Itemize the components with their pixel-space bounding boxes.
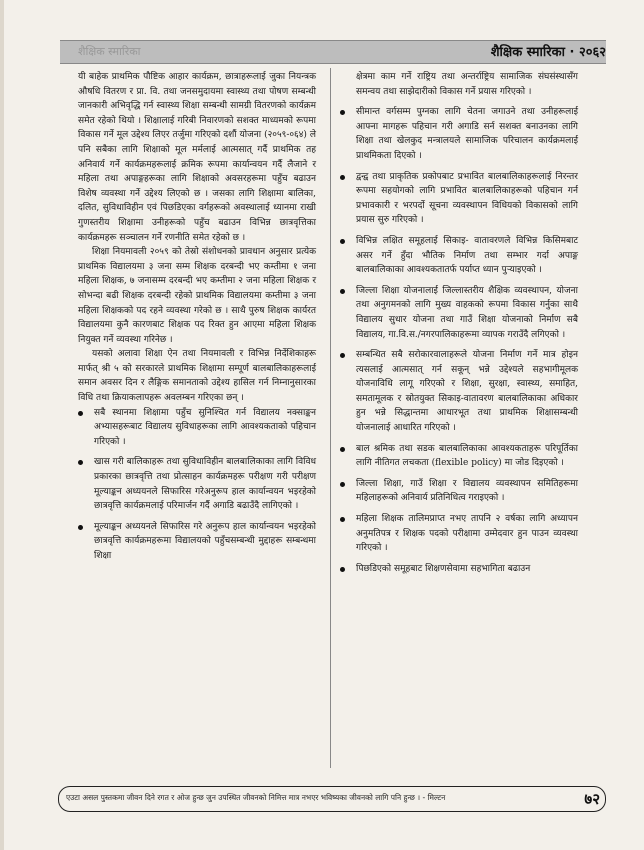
list-item [340,477,578,506]
list-item-text: विभिन्न लक्षित समूहलाई सिकाइ- वातावरणले विभिन्न किसिमबाट असर गर्ने हुँदा भौतिक निर्माण तथा सम्भार गर्दा अपाङ्ग बालबालिकाका आवश्यकतातर्फ पर्याप्त ध्यान पुऱ्याइएको । [356,235,578,276]
list-item [340,562,578,577]
list-item [340,512,578,556]
bullet-icon [340,175,345,180]
bullet-icon [78,411,83,416]
list-item [78,455,316,513]
list-item [340,105,578,163]
list-item [340,170,578,228]
paragraph: यसको अलावा शिक्षा ऐन तथा नियमावली र विभिन्न निर्देशिकाहरू मार्फत् श्री ५ को सरकारले प्राथमिक शिक्षामा सम्पूर्ण बालबालिकाहरूलाई समान अवसर दिन र लैङ्गिक समानताको उद्देश्य हासिल गर्न निम्नानुसारका विधि तथा क्रियाकलापहरू अवलम्बन गरिएका छन् । [78,349,316,404]
list-item [340,234,578,278]
list-item [340,442,578,471]
paragraph: यी बाहेक प्राथमिक पौष्टिक आहार कार्यक्रम, छात्राहरूलाई जुका नियन्त्रक औषधि वितरण र प्रा. वि. तथा जनसमुदायमा स्वास्थ्य तथा पोषण सम्बन्धी जानकारी अभिवृद्धि गर्न स्वास्थ्य शिक्षा सम्बन्धी सामग्री वितरणको कार्यक्रम समेत रहेको थियो । शिक्षालाई गरिबी निवारणको सशक्त माध्यमको रूपमा विकास गर्ने मूल उद्देश्य लिएर तर्जुमा गरिएको दशौं योजना (२०५९-०६४) ले पनि सबैका लागि शिक्षाको मूल मर्मलाई आत्मसात् गर्दै प्राथमिक तह अनिवार्य गर्ने कार्यक्रमहरूलाई क्रमिक रूपमा कार्यान्वयन गर्दै लैजाने र महिला तथा अपाङ्गहरूका लागि शिक्षाको अवसरहरूमा पहुँच बढाउन विशेष व्यवस्था गर्ने उद्देश्य लिएको छ । जसका लागि शिक्षामा बालिका, दलित, सुविधाविहीन एवं पिछडिएका वर्गहरूको अवस्थालाई ध्यानमा राखी गुणस्तरीय शिक्षामा उनीहरूको पहुँच बढाउन विभिन्न छात्रवृत्तिका कार्यक्रमहरू सञ्चालन गर्ने रणनीति समेत रहेको छ । [78,72,316,243]
page-fold-shadow [0,0,4,850]
list-item-text: बाल श्रमिक तथा सडक बालबालिकाका आवश्यकताहरू परिपूर्तिका लागि नीतिगत लचकता (flexible policy) मा जोड दिइएको । [356,443,578,469]
list-item-text: सम्बन्धित सबै सरोकारवालाहरूले योजना निर्माण गर्ने मात्र होइन त्यसलाई आत्मसात् गर्न सकून् भन्ने उद्देश्यले सहभागीमूलक योजनाविधि लागू गरिएको र शिक्षा, सुरक्षा, स्वास्थ्य, समाहित, समतामूलक र स्रोतयुक्त सिकाइ-वातावरण बालबालिकाका अधिकार हुन भन्ने सिद्धान्तमा आधारभूत तथा प्राथमिक शिक्षासम्बन्धी योजनालाई आधारित गरिएको । [356,350,578,434]
bullet-icon [78,460,83,465]
bullet-icon [340,110,345,115]
list-item [340,348,578,436]
list-item-text: महिला शिक्षक तालिमप्राप्त नभए तापनि २ वर्षका लागि अध्यापन अनुमतिपत्र र शिक्षक पदको परीक्षामा उम्मेदवार हुन पाउन व्यवस्था गरिएको । [356,514,578,554]
bullet-list [78,406,316,564]
page-number: ७२ [584,790,600,808]
list-item-text: मूल्याङ्कन अध्ययनले सिफारिस गरे अनुरूप हाल कार्यान्वयन भइरहेको छात्रवृत्ति कार्यक्रमहरूमा विद्यालयको पहुँचसम्बन्धी मुद्दाहरू सम्बन्धमा शिक्षा [94,521,316,561]
paragraph: क्षेत्रमा काम गर्ने राष्ट्रिय तथा अन्तर्राष्ट्रिय सामाजिक संघसंस्थासँग समन्वय तथा साझेदारीको विकास गर्ने प्रयास गरिएको । [356,72,578,97]
bullet-icon [340,482,345,487]
bullet-icon [78,525,83,530]
list-item-text: सबै स्थानमा शिक्षामा पहुँच सुनिश्चित गर्न विद्यालय नक्साङ्कन अभ्यासहरूबाट विद्यालय सुविधाहरूका लागि आवश्यकताको पहिचान गरिएको । [94,407,316,447]
bullet-icon [340,447,345,452]
header-faint-text: शैक्षिक स्मारिका [78,45,141,58]
list-item-text: सीमान्त वर्गसम्म पुग्नका लागि चेतना जगाउने तथा उनीहरूलाई आफ्ना मागहरू पहिचान गरी अगाडि सर्न सशक्त बनाउनका लागि शिक्षा तथा खेलकुद मन्त्रालयले सामाजिक परिचालन कार्यक्रमलाई प्राथमिकता दिएको । [356,107,578,161]
list-item-text: जिल्ला शिक्षा, गाउँ शिक्षा र विद्यालय व्यवस्थापन समितिहरूमा महिलाहरूको अनिवार्य प्रतिनिधित्व गराइएको । [356,478,578,504]
list-item-text: पिछडिएको समूहबाट शिक्षणसेवामा सहभागिता बढाउन [356,563,531,574]
right-column [340,70,578,582]
list-item-text: द्वन्द्व तथा प्राकृतिक प्रकोपबाट प्रभावित बालबालिकाहरूलाई निरन्तर रूपमा सहयोगको लागि प्रभावित बालबालिकाहरूको पहिचान गर्न प्रभावकारी र भरपर्दो सूचना व्यवस्थापन विधियको विकासको लागि प्रयास सुरु गरिएको । [356,171,578,226]
column-divider [330,68,331,768]
bullet-icon [340,353,345,358]
list-item-text: खास गरी बालिकाहरू तथा सुविधाविहीन बालबालिकाका लागि विविध प्रकारका छात्रवृत्ति तथा प्रोत्साहन कार्यक्रमहरू परीक्षण गरी परीक्षण मूल्याङ्कन अध्ययनले सिफारिस गरेअनुरूप हाल कार्यान्वयन भइरहेको छात्रवृत्ति कार्यक्रमलाई परिमार्जन गर्दै अगाडि बढाउँदै लागिएको । [94,457,316,512]
list-item-text: जिल्ला शिक्षा योजनालाई जिल्लास्तरीय शैक्षिक व्यवस्थापन, योजना तथा अनुगमनको लागि मुख्य वाहकको रूपमा विकास गर्नुका साथै विद्यालय सुधार योजना तथा गाउँ शिक्षा योजनाको निर्माण सबै विद्यालय, गा.वि.स./नगरपालिकाहरूमा व्यापक गराउँदै लगिएको । [356,285,578,340]
list-item [340,284,578,342]
bullet-icon [340,517,345,522]
paragraph: शिक्षा नियमावली २०५९ को तेस्रो संशोधनको प्रावधान अनुसार प्रत्येक प्राथमिक विद्यालयमा ३ जना सम्म शिक्षक दरबन्दी भए कम्तीमा १ जना महिला शिक्षक, ७ जनासम्म दरबन्दी भए कम्तीमा २ जना महिला शिक्षक र सोभन्दा बढी शिक्षक दरबन्दी रहेको प्राथमिक विद्यालयमा कम्तीमा ३ जना महिला शिक्षकको पद रहने व्यवस्था गरेको छ । साथै पुरुष शिक्षक कार्यरत विद्यालयमा कुनै कारणबाट शिक्षक पद रिक्त हुन आएमा महिला शिक्षक नियुक्त गर्ने व्यवस्था गरिनेछ । [78,247,316,345]
left-column [78,70,316,570]
bullet-icon [340,567,345,572]
bullet-icon [340,289,345,294]
list-item [78,406,316,450]
list-item [78,520,316,564]
bullet-list [340,105,578,576]
footer-quote: एउटा असल पुस्तकमा जीवन दिने रगत र ओज हुन्छ जुन उपस्थित जीवनको निमित्त मात्र नभएर भविष्यका जीवनको लागि पनि हुन्छ । - मिल्टन [66,793,446,802]
bullet-icon [340,239,345,244]
page-header-title: शैक्षिक स्मारिका · २०६२ [490,45,606,60]
